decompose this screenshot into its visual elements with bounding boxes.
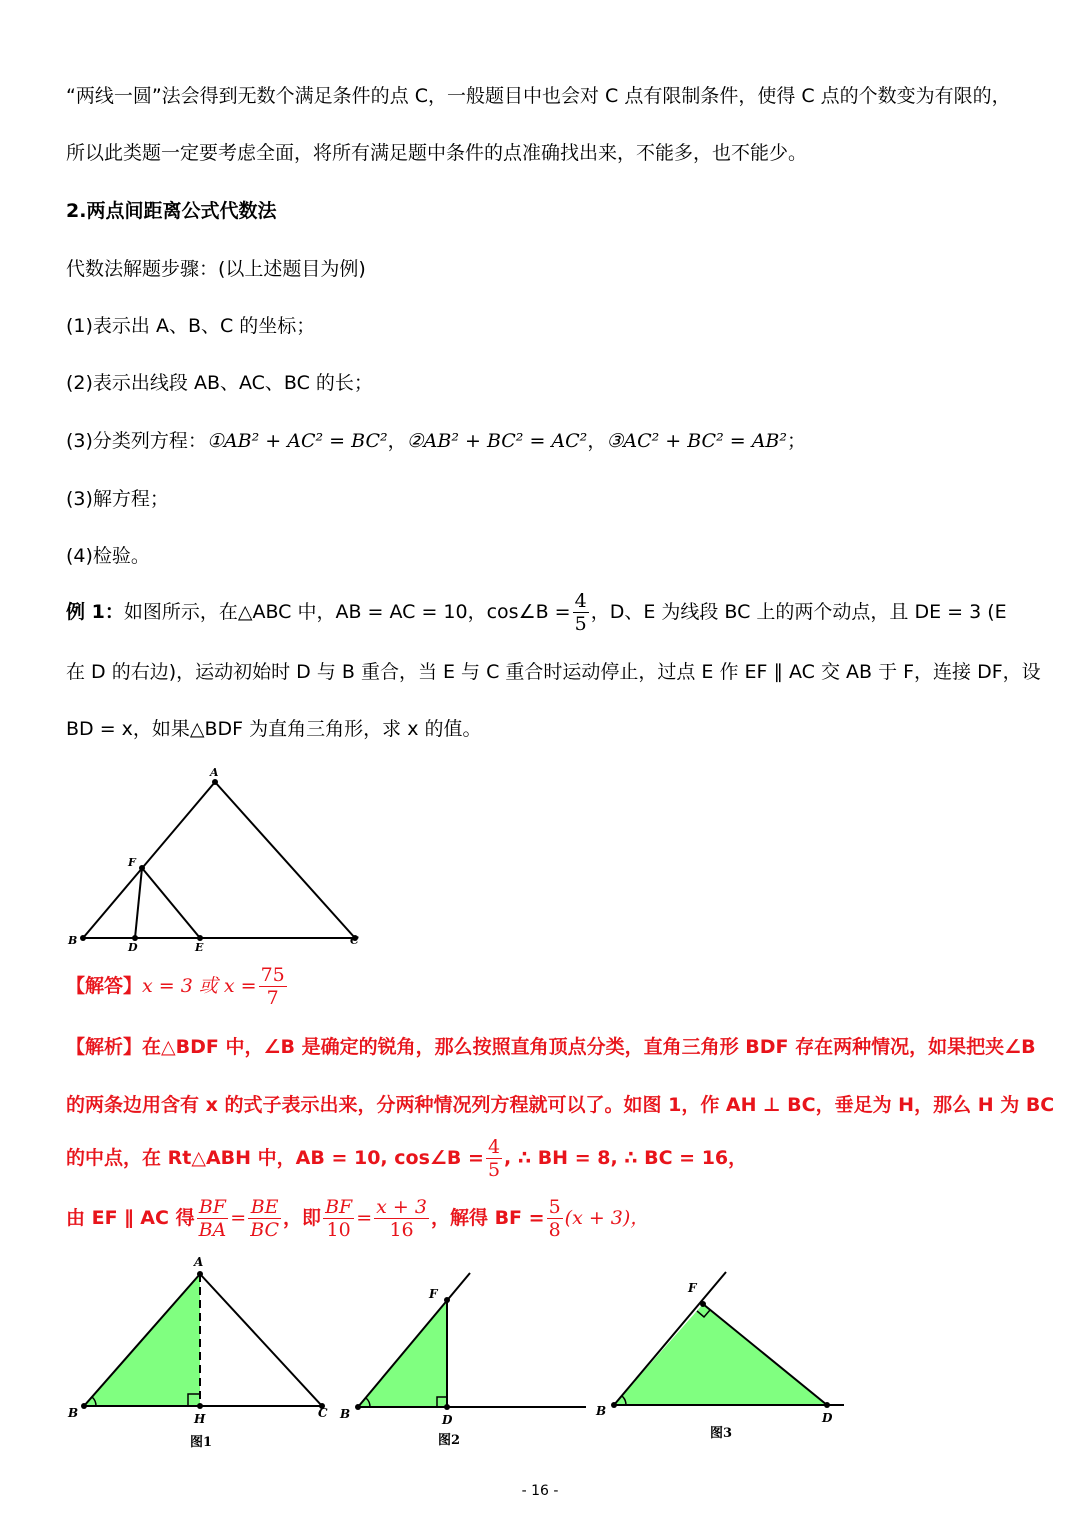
- analysis-line-2: 的两条边用含有 x 的式子表示出来，分两种情况列方程就可以了。如图 1，作 AH ⊥ BC，垂足为 H，那么 H 为 BC: [66, 1094, 1055, 1116]
- answer-text: x = 3 或 x =: [142, 975, 257, 997]
- page-number: - 16 -: [521, 1483, 559, 1499]
- analysis-fraction-cos: $\frac{4}{5}$: [487, 1136, 501, 1181]
- step-2: (2)表示出线段 AB、AC、BC 的长；: [66, 372, 373, 394]
- analysis-line-3: 的中点，在 Rt△ABH 中，AB = 10, cos∠B = $\frac{4}{5}$ , ∴ BH = 8, ∴ BC = 16，: [66, 1136, 748, 1181]
- fig-main-label-f: F: [128, 856, 136, 869]
- analysis-fraction-bf-10: $\frac{BF}{10}$: [325, 1196, 353, 1241]
- fig3-label-d: D: [822, 1411, 833, 1425]
- fig1-label-a: A: [194, 1255, 204, 1269]
- step-4: (3)解方程；: [66, 488, 169, 510]
- fig1-caption: 图1: [190, 1435, 213, 1450]
- figure-1: [60, 1252, 340, 1452]
- example-line-2: 在 D 的右边)，运动初始时 D 与 B 重合，当 E 与 C 重合时运动停止，过点 E 作 EF ∥ AC 交 AB 于 F，连接 DF，设: [66, 661, 1041, 683]
- fig2-caption: 图2: [438, 1433, 461, 1448]
- fig-main-label-b: B: [68, 934, 78, 947]
- step-5: (4)检验。: [66, 545, 150, 567]
- step-3: (3)分类列方程：①AB² + AC² = BC²，②AB² + BC² = AC²，③AC² + BC² = AB²；: [66, 430, 807, 452]
- example-fraction: $\frac{4}{5}$: [574, 590, 587, 635]
- fig-main-label-a: A: [210, 766, 219, 779]
- figure-2: [336, 1252, 596, 1452]
- answer-fraction: $\frac{75}{7}$: [260, 964, 285, 1009]
- fig1-label-b: B: [68, 1406, 79, 1420]
- step-3-eq2: ②AB² + BC² = AC²: [406, 430, 588, 452]
- analysis-fraction-be-bc: $\frac{BE}{BC}$: [250, 1196, 280, 1241]
- analysis-text-1: 在△BDF 中，∠B 是确定的锐角，那么按照直角顶点分类，直角三角形 BDF 存在两种情况，如果把夹∠B: [142, 1036, 1036, 1058]
- analysis-line-1: [66, 1031, 1036, 1063]
- fig3-label-b: B: [596, 1404, 607, 1418]
- example-line-1: [66, 588, 1007, 636]
- fig1-label-c: C: [318, 1406, 328, 1420]
- step-3-eq1: ①AB² + AC² = BC²: [206, 430, 388, 452]
- fig-main-label-c: C: [350, 934, 359, 947]
- example-line-3: BD = x，如果△BDF 为直角三角形，求 x 的值。: [66, 718, 482, 740]
- fig1-label-h: H: [194, 1412, 206, 1426]
- intro-line-2: 所以此类题一定要考虑全面，将所有满足题中条件的点准确找出来，不能多，也不能少。: [66, 142, 808, 164]
- example-label: 例 1：: [66, 601, 124, 623]
- analysis-line-4: 由 EF ∥ AC 得 $\frac{BF}{BA}$ = $\frac{BE}{BC}$ ，即 $\frac{BF}{10}$ = $\frac{x + 3}{16}$ ，解得 BF = $\frac{5}{8}$ (x + 3)，: [66, 1196, 650, 1241]
- step-1: (1)表示出 A、B、C 的坐标；: [66, 315, 316, 337]
- fig2-label-d: D: [442, 1413, 453, 1427]
- analysis-fraction-x3-16: $\frac{x + 3}{16}$: [376, 1196, 427, 1241]
- answer-line: [66, 962, 289, 1010]
- fig2-label-f: F: [429, 1287, 438, 1301]
- fig-main-label-e: E: [195, 941, 204, 954]
- step-3-eq3: ③AC² + BC² = AB²: [606, 430, 788, 452]
- section-title: 2.两点间距离公式代数法: [66, 200, 277, 222]
- steps-intro: 代数法解题步骤：(以上述题目为例): [66, 258, 366, 280]
- example-text-1b: ，D、E 为线段 BC 上的两个动点，且 DE = 3 (E: [590, 601, 1007, 623]
- analysis-label: 【解析】: [66, 1036, 143, 1058]
- figure-3: [590, 1252, 860, 1452]
- answer-label: 【解答】: [66, 975, 143, 997]
- fig-main-label-d: D: [128, 941, 138, 954]
- example-text-1a: 如图所示，在△ABC 中，AB = AC = 10，cos∠B =: [123, 601, 571, 623]
- fig3-label-f: F: [688, 1281, 697, 1295]
- intro-line-1: “两线一圆”法会得到无数个满足条件的点 C，一般题目中也会对 C 点有限制条件，使得 C 点的个数变为有限的，: [66, 85, 1011, 107]
- fig2-label-b: B: [340, 1407, 351, 1421]
- analysis-fraction-5-8: $\frac{5}{8}$: [548, 1196, 561, 1241]
- fig3-caption: 图3: [710, 1426, 733, 1441]
- analysis-fraction-bf-ba: $\frac{BF}{BA}$: [198, 1196, 227, 1241]
- figure-main: [60, 760, 380, 960]
- step-3-prefix: (3)分类列方程：: [66, 430, 207, 452]
